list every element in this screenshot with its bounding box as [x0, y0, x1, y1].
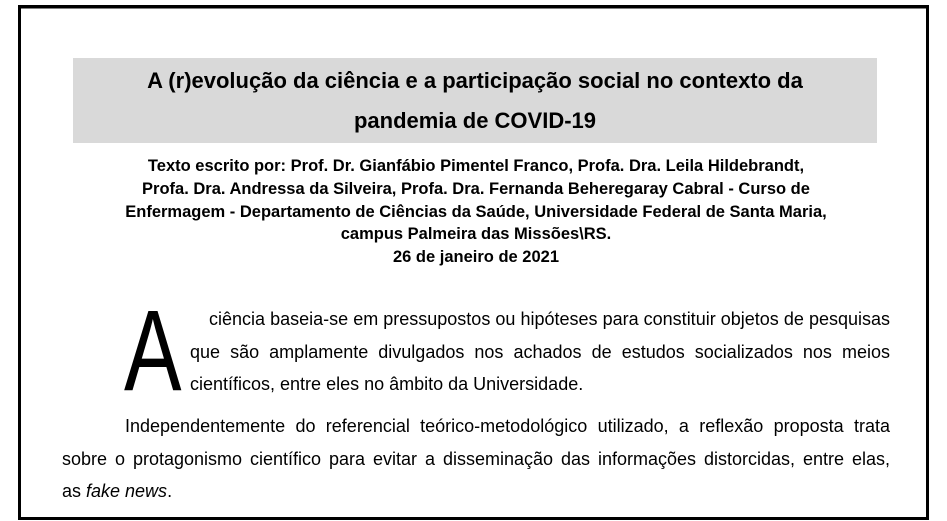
paragraph-2	[62, 410, 890, 508]
paragraph-2-line-1: Independentemente do referencial teórico-metodológico utilizado, a reflexão proposta trata	[125, 416, 890, 436]
byline-affiliation-line-1: Enfermagem - Departamento de Ciências da Saúde, Universidade Federal de Santa Maria,	[125, 202, 827, 221]
paragraph-2-line-3	[62, 475, 890, 508]
byline-affiliation-line-2: campus Palmeira das Missões\RS.	[340, 225, 612, 244]
byline	[60, 155, 892, 269]
fake-news-italic-term: fake news	[86, 481, 168, 501]
byline-authors-line-2: Profa. Dra. Andressa da Silveira, Profa. Dra. Fernanda Beheregaray Cabral - Curso de	[142, 179, 810, 198]
byline-date: 26 de janeiro de 2021	[392, 248, 559, 267]
paragraph-2-line-2: sobre o protagonismo científico para evitar a disseminação das informações distorcidas, entre elas,	[62, 448, 890, 469]
byline-authors-line-1: Texto escrito por: Prof. Dr. Gianfábio Pimentel Franco, Profa. Dra. Leila Hildebrandt,	[147, 157, 805, 175]
paragraph-1-line-2: que são amplamente divulgados nos achados de estudos socializados nos meios	[190, 341, 890, 362]
paragraph-1-line-3: científicos, entre eles no âmbito da Universidade.	[190, 374, 584, 394]
drop-cap-letter: A	[124, 287, 182, 415]
document-title-line-2: pandemia de COVID-19	[353, 108, 597, 133]
paragraph-1	[62, 303, 890, 401]
document-title-line-1: A (r)evolução da ciência e a participação social no contexto da	[147, 68, 803, 93]
document-title	[73, 58, 877, 143]
paragraph-2-line-3-suffix: .	[167, 481, 173, 501]
paragraph-2-line-3-prefix: as	[62, 481, 87, 501]
paragraph-1-line-1: ciência baseia-se em pressupostos ou hipóteses para constituir objetos de pesquisas	[209, 309, 890, 329]
